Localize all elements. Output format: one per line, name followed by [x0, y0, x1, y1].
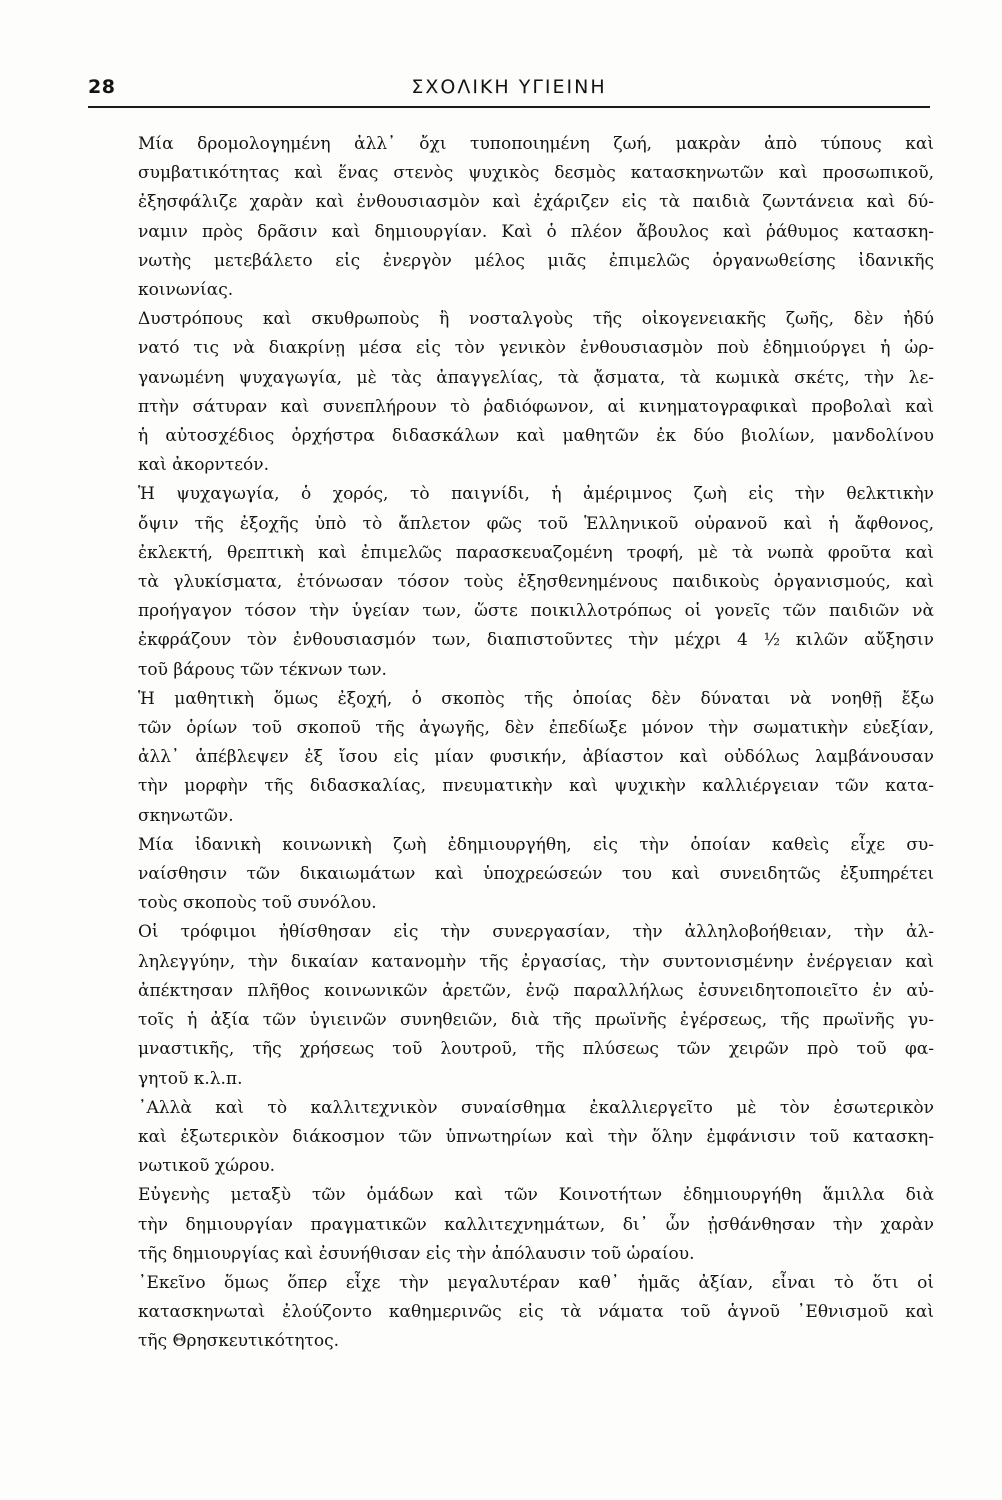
text-line: πτὴν σάτυραν καὶ συνεπλήρουν τὸ ῥαδιόφωνον, αἱ κινηματογραφικαὶ προβολαὶ καὶ [138, 396, 934, 417]
text-line: τὴν δημιουργίαν πραγματικῶν καλλιτεχνημάτων, δι᾿ ὧν ᾐσθάνθησαν τὴν χαρὰν [138, 1214, 934, 1235]
text-line: ᾿Εκεῖνο ὅμως ὅπερ εἶχε τὴν μεγαλυτέραν καθ᾿ ἡμᾶς ἀξίαν, εἶναι τὸ ὅτι οἱ [138, 1272, 934, 1293]
text-line: τοῖς ἡ ἀξία τῶν ὑγιεινῶν συνηθειῶν, διὰ τῆς πρωϊνῆς ἐγέρσεως, τῆς πρωϊνῆς γυ- [138, 1010, 934, 1031]
text-line: κατασκηνωταὶ ἐλούζοντο καθημερινῶς εἰς τὰ νάματα τοῦ ἁγνοῦ ᾿Εθνισμοῦ καὶ [138, 1302, 934, 1323]
paragraph [82, 831, 934, 919]
text-line: Ἡ μαθητικὴ ὅμως ἐξοχή, ὁ σκοπὸς τῆς ὁποίας δὲν δύναται νὰ νοηθῇ ἔξω [138, 688, 934, 709]
text-line: Ἡ ψυχαγωγία, ὁ χορός, τὸ παιγνίδι, ἡ ἀμέριμνος ζωὴ εἰς τὴν θελκτικὴν [138, 484, 934, 505]
text-line: τῆς δημιουργίας καὶ ἐσυνήθισαν εἰς τὴν ἀπόλαυσιν τοῦ ὡραίου. [138, 1243, 695, 1264]
paragraph [82, 1094, 934, 1182]
paragraph [82, 1181, 934, 1269]
paragraph [82, 480, 934, 684]
text-line: Οἱ τρόφιμοι ἠθίσθησαν εἰς τὴν συνεργασίαν, τὴν ἀλληλοβοήθειαν, τὴν ἀλ- [138, 922, 934, 943]
page-number: 28 [88, 76, 116, 98]
running-title: ΣΧΟΛΙΚΗ ΥΓΙΕΙΝΗ [411, 76, 607, 98]
text-line: ληλεγγύην, τὴν δικαίαν κατανομὴν τῆς ἐργασίας, τὴν συντονισμένην ἐνέργειαν καὶ [138, 951, 934, 972]
text-line: ὄψιν τῆς ἐξοχῆς ὑπὸ τὸ ἄπλετον φῶς τοῦ Ἑλληνικοῦ οὐρανοῦ καὶ ἡ ἄφθονος, [138, 513, 934, 534]
text-line: τὰ γλυκίσματα, ἐτόνωσαν τόσον τοὺς ἐξησθενημένους παιδικοὺς ὀργανισμούς, καὶ [138, 572, 934, 593]
text-line: ἀλλ᾿ ἀπέβλεψεν ἐξ ἴσου εἰς μίαν φυσικήν, ἀβίαστον καὶ οὐδόλως λαμβάνουσαν [138, 747, 934, 768]
text-line: ἐξησφάλιζε χαρὰν καὶ ἐνθουσιασμὸν καὶ ἐχάριζεν εἰς τὰ παιδιὰ ζωντάνεια καὶ δύ- [138, 192, 934, 213]
text-line: νωτὴς μετεβάλετο εἰς ἐνεργὸν μέλος μιᾶς ἐπιμελῶς ὀργανωθείσης ἰδανικῆς [138, 250, 934, 271]
text-line: προήγαγον τόσον τὴν ὑγείαν των, ὥστε ποικιλλοτρόπως οἱ γονεῖς τῶν παιδιῶν νὰ [138, 601, 934, 622]
paragraph [82, 130, 934, 305]
text-line: μναστικῆς, τῆς χρήσεως τοῦ λουτροῦ, τῆς πλύσεως τῶν χειρῶν πρὸ τοῦ φα- [138, 1039, 934, 1060]
text-line: κοινωνίας. [138, 280, 234, 301]
paragraph [82, 1269, 934, 1357]
text-line: σκηνωτῶν. [138, 805, 234, 826]
text-line: ναμιν πρὸς δρᾶσιν καὶ δημιουργίαν. Καὶ ὁ πλέον ἄβουλος καὶ ῥάθυμος κατασκη- [138, 221, 934, 242]
text-line: γητοῦ κ.λ.π. [138, 1068, 243, 1089]
text-line: Μία δρομολογημένη ἀλλ᾿ ὄχι τυποποιημένη ζωή, μακρὰν ἀπὸ τύπους καὶ [138, 134, 934, 154]
text-line: γανωμένη ψυχαγωγία, μὲ τὰς ἀπαγγελίας, τὰ ᾄσματα, τὰ κωμικὰ σκέτς, τὴν λε- [138, 367, 934, 388]
text-line: Δυστρόπους καὶ σκυθρωποὺς ἢ νοσταλγοὺς τῆς οἰκογενειακῆς ζωῆς, δὲν ἠδύ [138, 309, 934, 330]
text-line: καὶ ἀκορντεόν. [138, 455, 270, 476]
text-line: ἐκφράζουν τὸν ἐνθουσιασμόν των, διαπιστοῦντες τὴν μέχρι 4 ½ κιλῶν αὔξησιν [138, 630, 934, 651]
text-line: τοὺς σκοποὺς τοῦ συνόλου. [138, 893, 377, 914]
text-line: συμβατικότητας καὶ ἕνας στενὸς ψυχικὸς δεσμὸς κατασκηνωτῶν καὶ προσωπικοῦ, [138, 163, 934, 184]
paragraph [82, 685, 934, 831]
page-header [88, 70, 930, 108]
paragraph [82, 305, 934, 480]
text-line: ἀπέκτησαν πλῆθος κοινωνικῶν ἀρετῶν, ἐνῷ παραλλήλως ἐσυνειδητοποιεῖτο ἐν αὐ- [138, 980, 934, 1001]
text-line: τῆς Θρησκευτικότητος. [138, 1331, 340, 1352]
text-line: τὴν μορφὴν τῆς διδασκαλίας, πνευματικὴν καὶ ψυχικὴν καλλιέργειαν τῶν κατα- [138, 776, 934, 797]
text-line: νατό τις νὰ διακρίνῃ μέσα εἰς τὸν γενικὸν ἐνθουσιασμὸν ποὺ ἐδημιούργει ἡ ὠρ- [138, 338, 934, 359]
body-text [82, 130, 934, 1357]
text-line: ᾿Αλλὰ καὶ τὸ καλλιτεχνικὸν συναίσθημα ἐκαλλιεργεῖτο μὲ τὸν ἐσωτερικὸν [138, 1097, 934, 1118]
text-line: νωτικοῦ χώρου. [138, 1156, 275, 1177]
text-line: τοῦ βάρους τῶν τέκνων των. [138, 659, 387, 680]
text-line: Μία ἰδανικὴ κοινωνικὴ ζωὴ ἐδημιουργήθη, εἰς τὴν ὁποίαν καθεὶς εἶχε συ- [138, 834, 934, 855]
text-line: τῶν ὁρίων τοῦ σκοποῦ τῆς ἀγωγῆς, δὲν ἐπεδίωξε μόνον τὴν σωματικὴν εὐεξίαν, [138, 718, 934, 739]
text-line: Εὐγενὴς μεταξὺ τῶν ὁμάδων καὶ τῶν Κοινοτήτων ἐδημιουργήθη ἅμιλλα διὰ [138, 1185, 934, 1206]
text-line: καὶ ἐξωτερικὸν διάκοσμον τῶν ὑπνωτηρίων καὶ τὴν ὅλην ἐμφάνισιν τοῦ κατασκη- [138, 1126, 934, 1147]
text-line: ἐκλεκτή, θρεπτικὴ καὶ ἐπιμελῶς παρασκευαζομένη τροφή, μὲ τὰ νωπὰ φροῦτα καὶ [138, 542, 934, 563]
text-line: ναίσθησιν τῶν δικαιωμάτων καὶ ὑποχρεώσεών του καὶ συνειδητῶς ἐξυπηρέτει [138, 864, 934, 885]
text-line: ἡ αὐτοσχέδιος ὀρχήστρα διδασκάλων καὶ μαθητῶν ἐκ δύο βιολίων, μανδολίνου [138, 426, 934, 447]
paragraph [82, 918, 934, 1093]
